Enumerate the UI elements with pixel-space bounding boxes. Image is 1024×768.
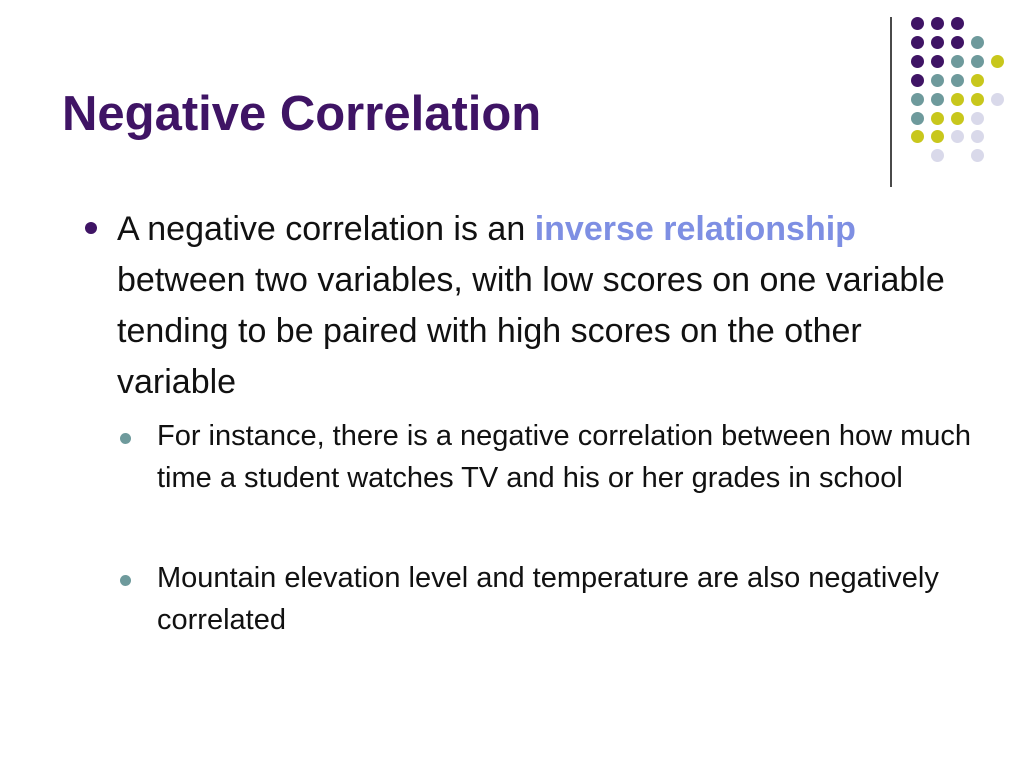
decor-dot [911, 55, 924, 68]
decor-dot [931, 149, 944, 162]
decor-dot [931, 112, 944, 125]
bullet-text-post: between two variables, with low scores on one variable tending to be paired with high scores on the other variable [117, 261, 945, 401]
sub-bullet-item: Mountain elevation level and temperature are also negatively correlated [157, 562, 939, 636]
decor-dot [971, 36, 984, 49]
bullet-item [117, 204, 987, 408]
vertical-divider [890, 17, 892, 187]
decor-dot [931, 93, 944, 106]
decor-dot [971, 93, 984, 106]
bullet-icon [85, 222, 97, 234]
bullet-text-pre: A negative correlation is an [117, 210, 535, 248]
decor-dot [911, 36, 924, 49]
decor-dot [931, 55, 944, 68]
decor-dot [911, 74, 924, 87]
decor-dot [931, 74, 944, 87]
decor-dot [971, 55, 984, 68]
decor-dot [931, 36, 944, 49]
decor-dot [911, 112, 924, 125]
decor-dot [971, 112, 984, 125]
decor-dot [931, 17, 944, 30]
decor-dot [971, 130, 984, 143]
decor-dot [951, 93, 964, 106]
decor-dot [951, 112, 964, 125]
decor-dot [951, 36, 964, 49]
decor-dot [951, 17, 964, 30]
decor-dot [991, 93, 1004, 106]
slide-title: Negative Correlation [62, 87, 542, 141]
decor-dot [991, 55, 1004, 68]
decor-dot [931, 130, 944, 143]
sub-bullet-icon [120, 433, 131, 444]
decor-dot [971, 74, 984, 87]
decor-dot [911, 130, 924, 143]
sub-bullet-icon [120, 575, 131, 586]
decor-dot [971, 149, 984, 162]
bullet-text-emphasis: inverse relationship [534, 210, 856, 248]
decor-dot [951, 55, 964, 68]
sub-bullet-item: For instance, there is a negative correlation between how much time a student watches TV and his or her grades in school [157, 420, 972, 494]
decor-dot [911, 17, 924, 30]
decor-dot [911, 93, 924, 106]
decor-dot [951, 74, 964, 87]
decor-dot [951, 130, 964, 143]
